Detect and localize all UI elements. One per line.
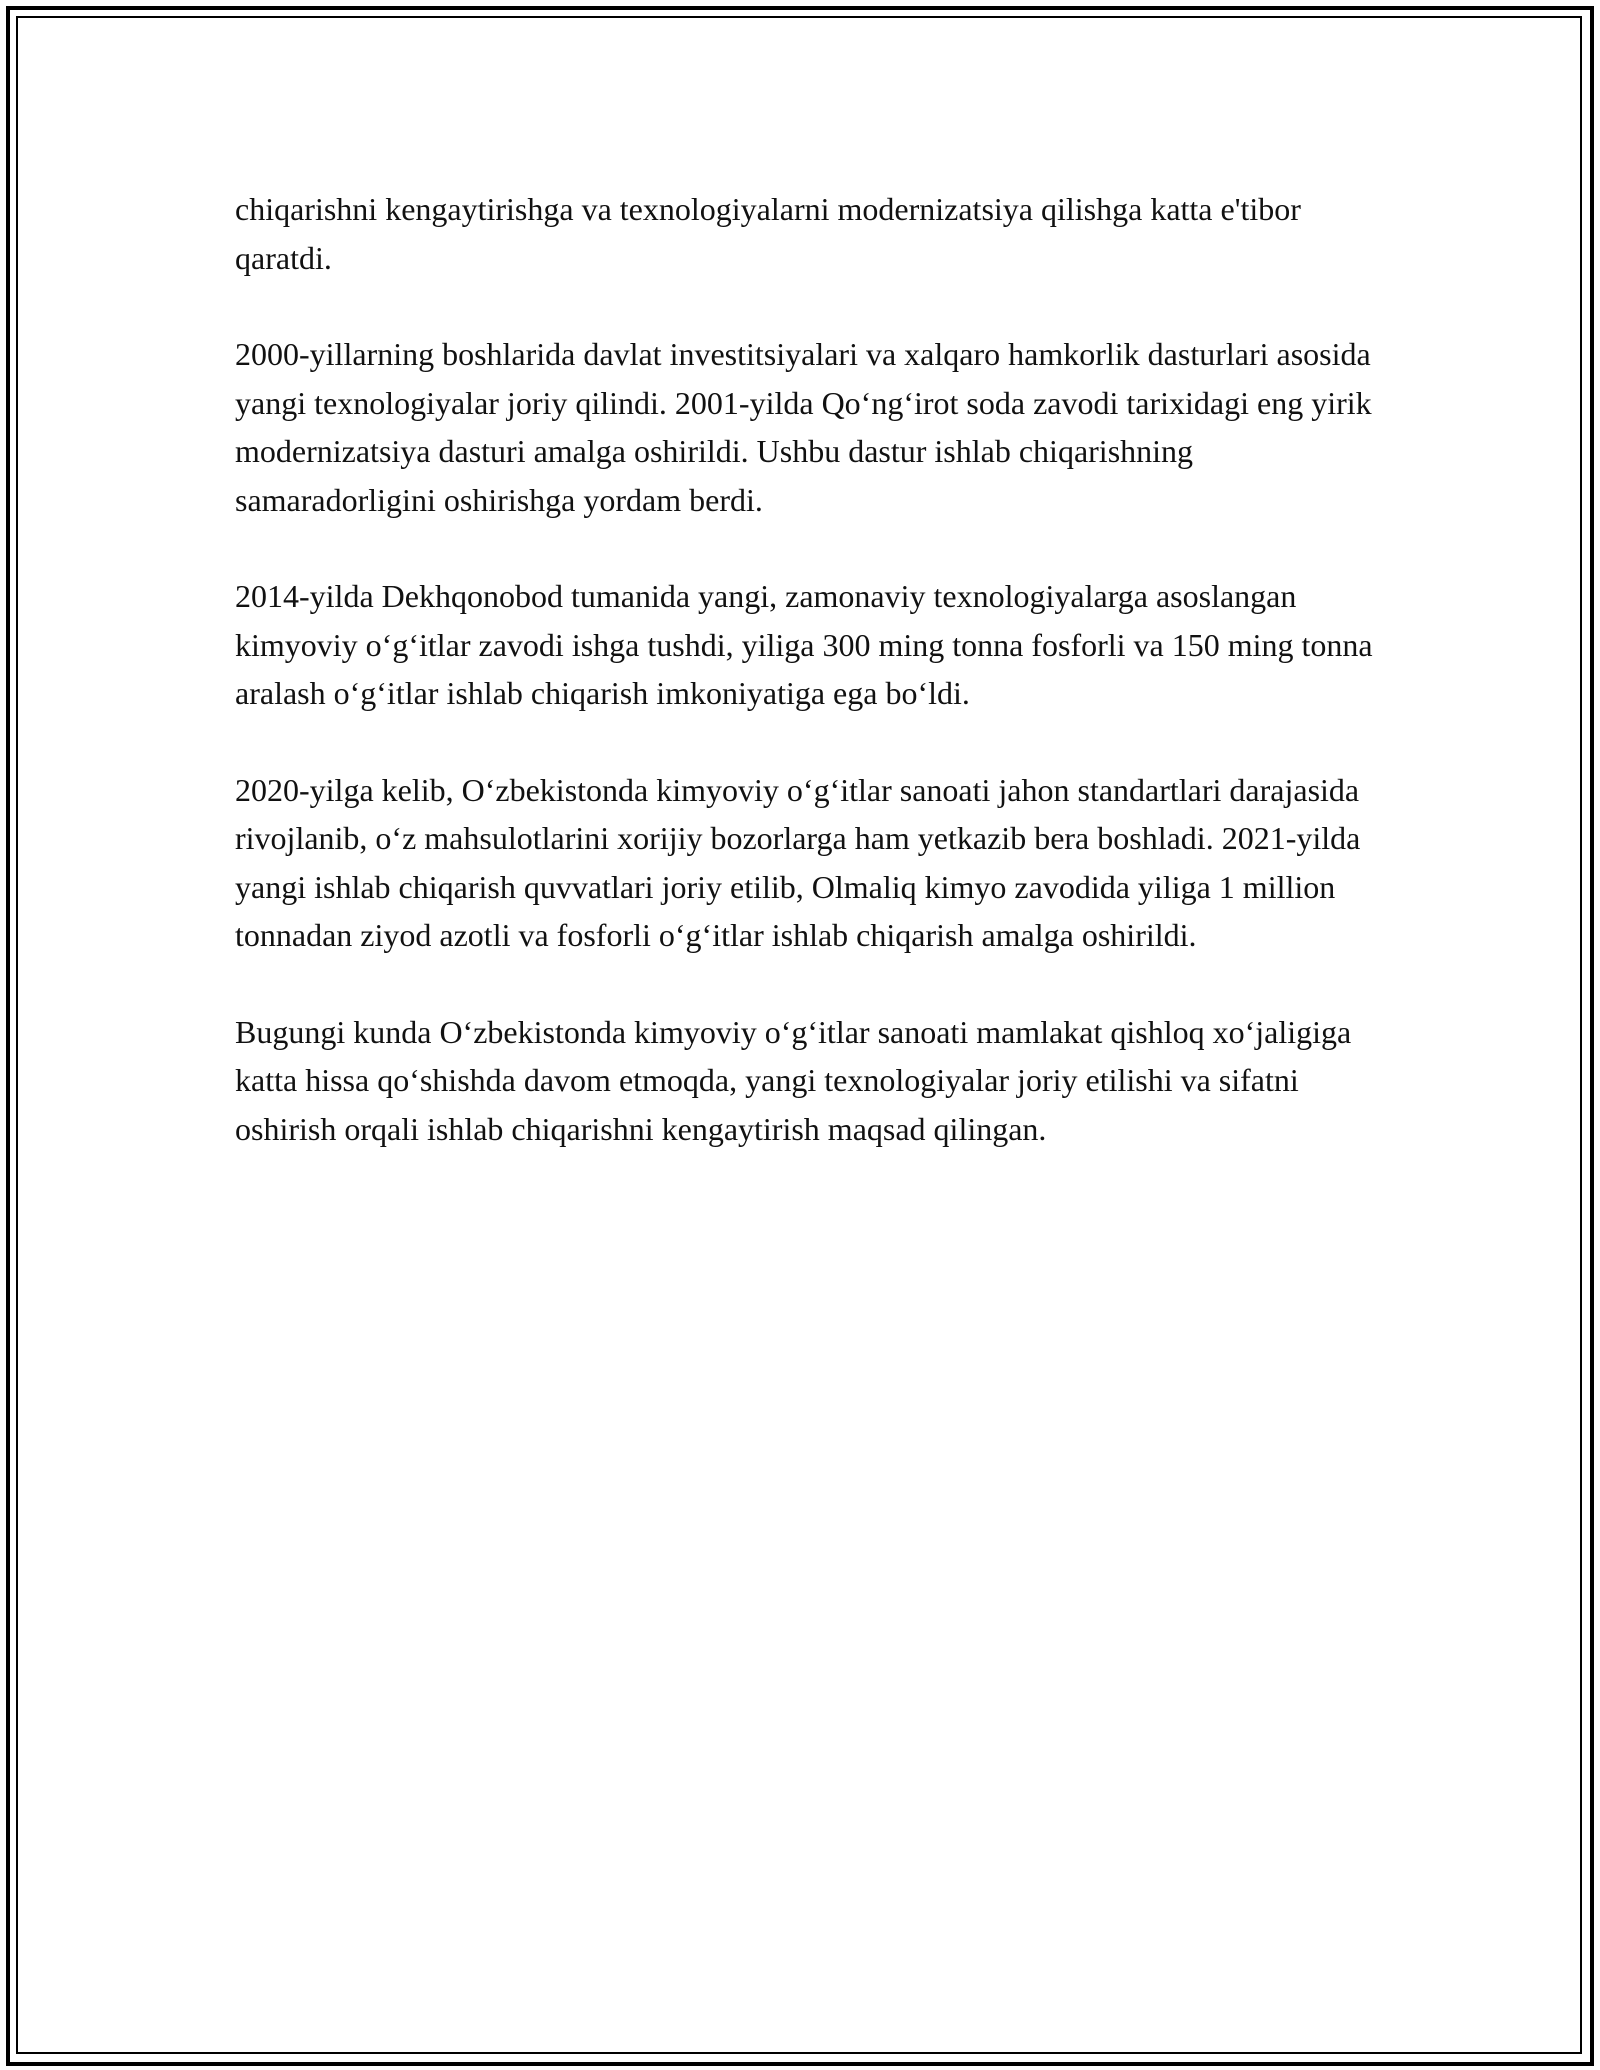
- paragraph-5: Bugungi kunda Oʻzbekistonda kimyoviy oʻgʻitlar sanoati mamlakat qishloq xoʻjaligiga katta hissa qoʻshishda davom etmoqda, yangi texnologiyalar joriy etilishi va sifatni oshirish orqali ishlab chiqarishni kengaytirish maqsad qilingan.: [235, 1013, 1352, 1147]
- paragraph-3: 2014-yilda Dekhqonobod tumanida yangi, zamonaviy texnologiyalarga asoslangan kimyoviy oʻgʻitlar zavodi ishga tushdi, yiliga 300 ming tonna fosforli va 150 ming tonna aralash oʻgʻitlar ishlab chiqarish imkoniyatiga ega boʻldi.: [235, 578, 1373, 711]
- paragraph-1: chiqarishni kengaytirishga va texnologiyalarni modernizatsiya qilishga katta e'tibor qaratdi.: [235, 191, 1301, 276]
- paragraph-2: 2000-yillarning boshlarida davlat investitsiyalari va xalqaro hamkorlik dasturlari asosida yangi texnologiyalar joriy qilindi. 2001-yilda Qoʻngʻirot soda zavodi tarixidagi eng yirik modernizatsiya dasturi amalga oshirildi. Ushbu dastur ishlab chiqarishning samaradorligini oshirishga yordam berdi.: [235, 336, 1372, 518]
- paragraph-4: 2020-yilga kelib, Oʻzbekistonda kimyoviy oʻgʻitlar sanoati jahon standartlari darajasida rivojlanib, oʻz mahsulotlarini xorijiy bozorlarga ham yetkazib bera boshladi. 2021-yilda yangi ishlab chiqarish quvvatlari joriy etilib, Olmaliq kimyo zavodida yiliga 1 million tonnadan ziyod azotli va fosforli oʻgʻitlar ishlab chiqarish amalga oshirildi.: [235, 771, 1361, 953]
- document-body: [235, 185, 1375, 1201]
